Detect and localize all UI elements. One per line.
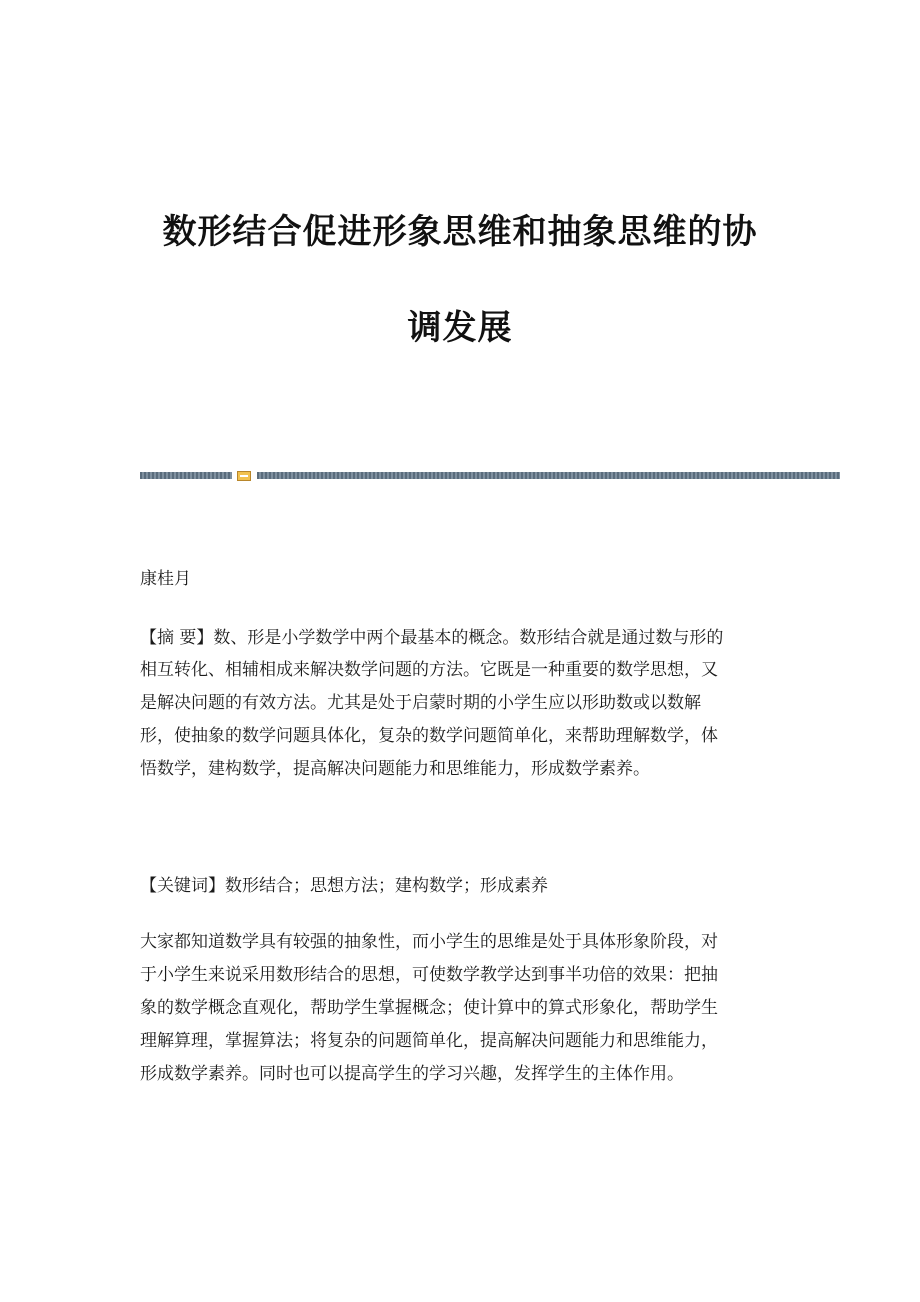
body-line: 象的数学概念直观化，帮助学生掌握概念；使计算中的算式形象化，帮助学生 (140, 998, 718, 1018)
document-title (0, 212, 920, 348)
body-line: 于小学生来说采用数形结合的思想，可使数学教学达到事半功倍的效果：把抽 (140, 965, 718, 985)
divider-emblem-icon (237, 471, 251, 481)
abstract-line: 是解决问题的有效方法。尤其是处于启蒙时期的小学生应以形助数或以数解 (140, 693, 701, 713)
title-line-2: 调发展 (407, 308, 513, 348)
divider-bar-left (140, 472, 232, 479)
abstract-line: 相互转化、相辅相成来解决数学问题的方法。它既是一种重要的数学思想，又 (140, 660, 718, 680)
author-name: 康桂月 (140, 569, 191, 589)
title-line-1: 数形结合促进形象思维和抽象思维的协 (162, 212, 758, 252)
keywords-line: 【关键词】数形结合；思想方法；建构数学；形成素养 (140, 876, 548, 896)
abstract-line: 形，使抽象的数学问题具体化，复杂的数学问题简单化，来帮助理解数学，体 (140, 726, 718, 746)
body-line: 大家都知道数学具有较强的抽象性，而小学生的思维是处于具体形象阶段，对 (140, 932, 718, 952)
body-paragraph (140, 926, 780, 1091)
divider-bar-right (257, 472, 840, 479)
body-line: 理解算理，掌握算法；将复杂的问题简单化，提高解决问题能力和思维能力， (140, 1031, 718, 1051)
abstract-paragraph (140, 622, 780, 786)
abstract-line: 悟数学，建构数学，提高解决问题能力和思维能力，形成数学素养。 (140, 759, 650, 779)
abstract-line: 【摘 要】数、形是小学数学中两个最基本的概念。数形结合就是通过数与形的 (140, 628, 724, 648)
body-line: 形成数学素养。同时也可以提高学生的学习兴趣，发挥学生的主体作用。 (140, 1064, 684, 1084)
title-divider (140, 471, 840, 481)
